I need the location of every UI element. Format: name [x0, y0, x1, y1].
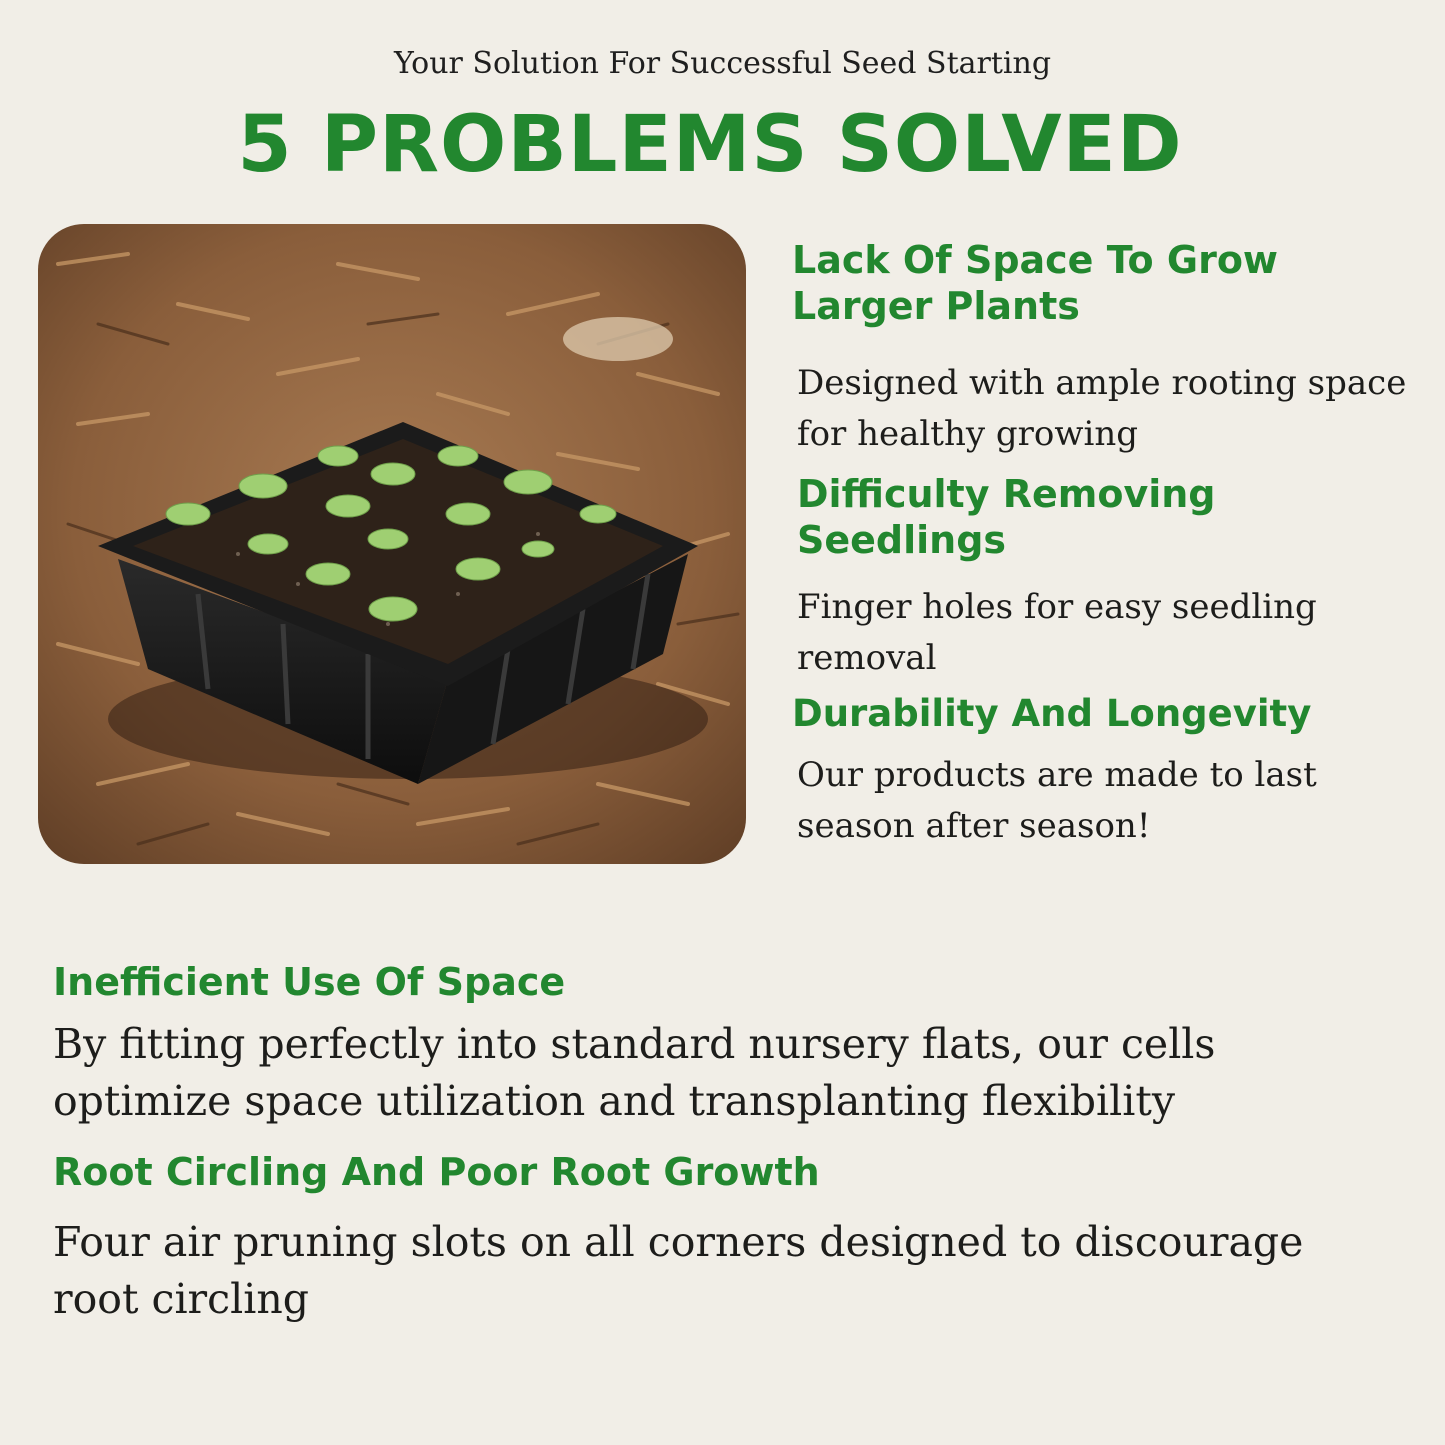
problem-body-root-circling: Four air pruning slots on all corners designed to discourage root circling [53, 1218, 1304, 1323]
problem-heading-inefficient-space: Inefficient Use Of Space [53, 960, 566, 1004]
problem-heading-space-to-grow: Lack Of Space To Grow Larger Plants [792, 238, 1279, 328]
problem-heading-root-circling: Root Circling And Poor Root Growth [53, 1150, 820, 1194]
header-subtitle: Your Solution For Successful Seed Starting [393, 46, 1052, 81]
seedling-tray-photo [38, 224, 746, 864]
problem-body-durability: Our products are made to last season after season! [797, 755, 1317, 846]
problem-body-space-to-grow: Designed with ample rooting space for healthy growing [797, 363, 1407, 454]
problem-body-inefficient-space: By fitting perfectly into standard nursery flats, our cells optimize space utilization and transplanting flexibility [53, 1020, 1216, 1125]
problem-heading-removing-seedlings: Difficulty Removing Seedlings [797, 472, 1216, 562]
problem-body-removing-seedlings: Finger holes for easy seedling removal [797, 587, 1317, 678]
page-title: 5 PROBLEMS SOLVED [237, 100, 1183, 190]
problem-heading-durability: Durability And Longevity [792, 692, 1312, 735]
